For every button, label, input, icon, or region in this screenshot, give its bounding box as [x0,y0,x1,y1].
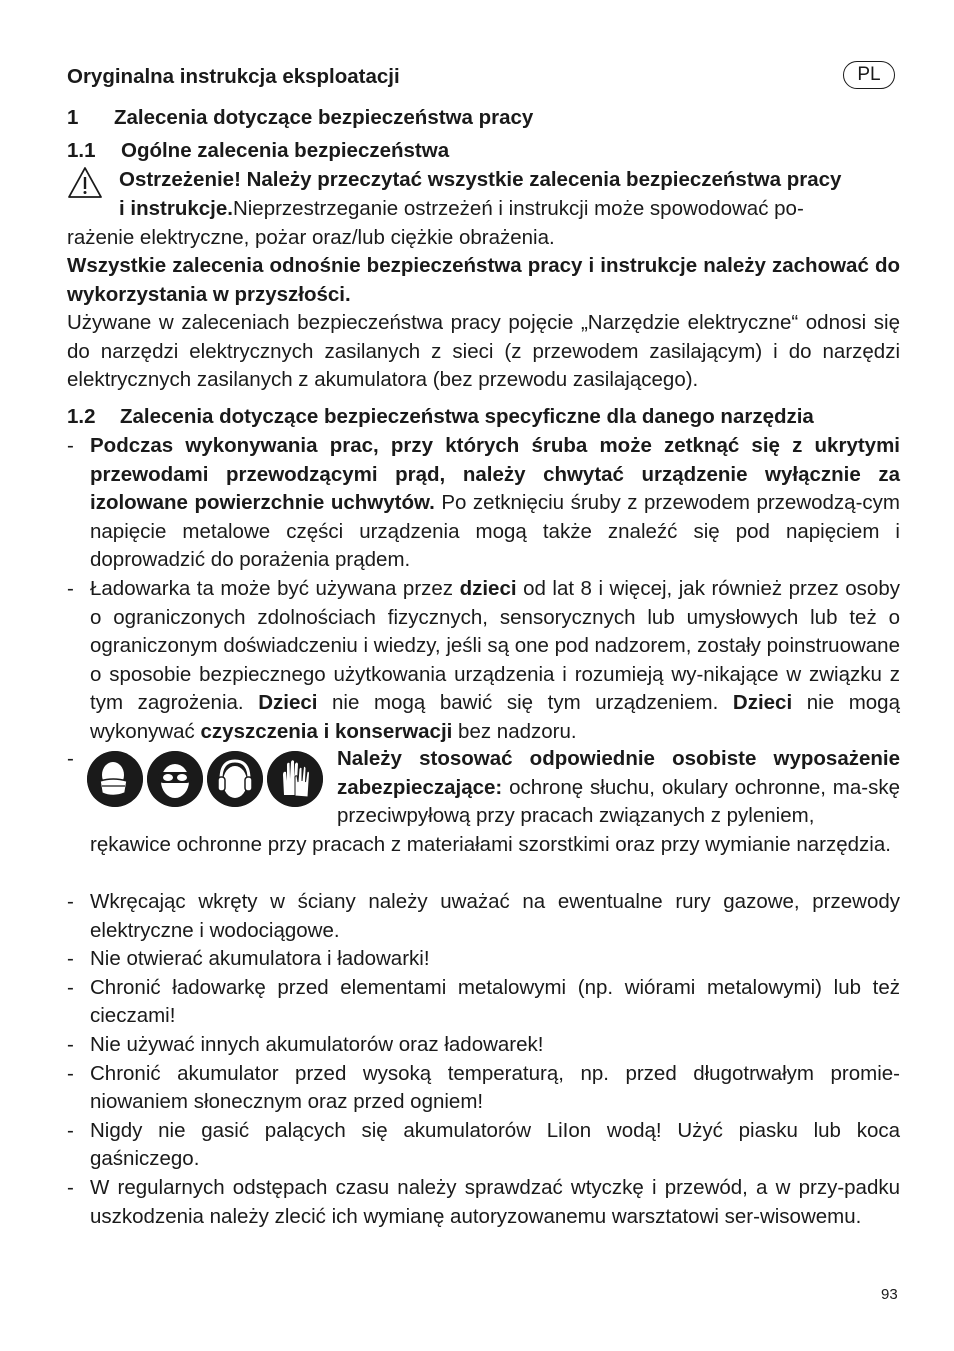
warning-line-2 [119,195,900,224]
list-dash: - [67,576,74,600]
warning-bold: i instrukcje. [119,197,233,220]
warning-triangle-icon [67,166,103,199]
safety-list-bottom [67,888,900,1231]
ear-protection-icon [207,751,263,807]
children-text: od lat 8 i więcej, jak również przez osoby o ograniczonych zdolnościach fizycznych, sensorycznych lub umysłowych lub też o ograniczonym doświadczeniu i wiedzy, jeśli są one pod nadzorem, zostały poinstruowane o sposobie bezpiecznego użytkowania urządzenia i rozumieją wy-nikające w związku z tym zagrożenia. [90,576,900,715]
list-dash: - [67,434,74,457]
list-dash: - [67,1175,74,1199]
warning-line-3: rażenie elektryczne, pożar oraz/lub ciężkie obrażenia. [67,226,555,249]
section-1-number: 1 [67,106,79,129]
safety-list-top [67,432,900,747]
section-1-2-number: 1.2 [67,405,96,428]
keep-instructions-paragraph: Wszystkie zalecenia odnośnie bezpieczeństwa pracy i instrukcje należy zachować do wykorzystania w przyszłości. [67,254,900,306]
gloves-icon [267,751,323,807]
list-dash: - [67,975,74,999]
ppe-paragraph-continued: rękawice ochronne przy pracach z materiałami szorstkimi oraz przy wymianie narzędzia. [90,833,891,856]
page-number: 93 [881,1286,898,1303]
list-item [67,974,900,1031]
children-text: Ładowarka ta może być używana przez [90,576,460,600]
warning-text: Nieprzestrzeganie ostrzeżeń i instrukcji może spowodować po- [232,197,804,220]
list-item-text: Nie otwierać akumulatora i ładowarki! [90,947,430,971]
list-item-text: W regularnych odstępach czasu należy sprawdzać wtyczkę i przewód, a w przy-padku uszkodzenia należy zlecić ich wymianę autoryzowanemu warsztatowi ser-wisowemu. [90,1175,900,1228]
section-1-1-title: Ogólne zalecenia bezpieczeństwa [121,139,450,162]
list-item [67,888,900,945]
list-item [67,575,900,747]
warning-line-1: Ostrzeżenie! Należy przeczytać wszystkie zalecenia bezpieczeństwa pracy [119,168,842,191]
section-1-2-title: Zalecenia dotyczące bezpieczeństwa specyficzne dla danego narzędzia [120,405,814,428]
list-dash: - [67,1118,74,1142]
list-item-text: Chronić ładowarkę przed elementami metalowymi (np. wiórami metalowymi) lub też cieczami! [90,975,900,1028]
list-item [67,1060,900,1117]
cleaning-maintenance-bold: czyszczenia i konserwacji [200,719,453,743]
hidden-wires-warning: Podczas wykonywania prac, przy których śruba może zetknąć się z ukrytymi przewodami przewodzącymi prąd, należy chwytać urządzenie wyłącznie za izolowane powierzchnie uchwytów. [90,434,900,515]
list-item-text: Nigdy nie gasić palących się akumulatorów LiIon wodą! Użyć piasku lub koca gaśniczego. [90,1118,900,1171]
list-dash: - [67,1061,74,1085]
ppe-icons-row [87,751,323,807]
ppe-bold: Należy stosować odpowiednie osobiste wyposażenie zabezpieczające: [337,747,900,799]
children-bold: dzieci [459,576,517,600]
ppe-paragraph [337,745,900,831]
list-item-text: Chronić akumulator przed wysoką temperaturą, np. przed długotrwałym promie-niowaniem słonecznym oraz przed ogniem! [90,1061,900,1114]
children-text: nie mogą bawić się tym urządzeniem. [317,691,733,715]
list-dash: - [67,747,74,770]
ppe-text: ochronę słuchu, okulary ochronne, ma-skę przeciwpyłową przy pracach związanych z pyleniem, [337,775,900,828]
children-bold: Dzieci [258,691,318,715]
children-text: bez nadzoru. [452,719,577,743]
section-1-title: Zalecenia dotyczące bezpieczeństwa pracy [114,106,534,129]
language-badge: PL [843,61,895,89]
list-item [67,1031,900,1060]
page-title: Oryginalna instrukcja eksploatacji [67,65,400,88]
dust-mask-icon [87,751,143,807]
section-1-1-number: 1.1 [67,139,96,162]
list-item-text: Wkręcając wkręty w ściany należy uważać na ewentualne rury gazowe, przewody elektryczne i wodociągowe. [90,890,900,942]
list-item-text: Nie używać innych akumulatorów oraz ładowarek! [90,1032,544,1056]
power-tool-term-paragraph: Używane w zaleceniach bezpieczeństwa pracy pojęcie „Narzędzie elektryczne“ odnosi się do narzędzi elektrycznych zasilanych z sieci (z przewodem zasilającym) i do narzędzi elektrycznych zasilanych z akumulatora (bez przewodu zasilającego). [67,311,900,392]
list-dash: - [67,947,74,971]
list-dash: - [67,890,74,913]
list-item [67,1117,900,1174]
list-item [67,432,900,575]
children-text: nie mogą wykonywać [90,691,900,743]
list-dash: - [67,1032,74,1056]
children-bold: Dzieci [732,691,793,715]
list-item [67,1174,900,1231]
list-item [67,945,900,974]
safety-goggles-icon [147,751,203,807]
hidden-wires-text: Po zetknięciu śruby z przewodem przewodzą-cym napięcie metalowe części urządzenia mogą także znaleźć się pod napięciem i doprowadzić do porażenia prądem. [90,491,900,572]
